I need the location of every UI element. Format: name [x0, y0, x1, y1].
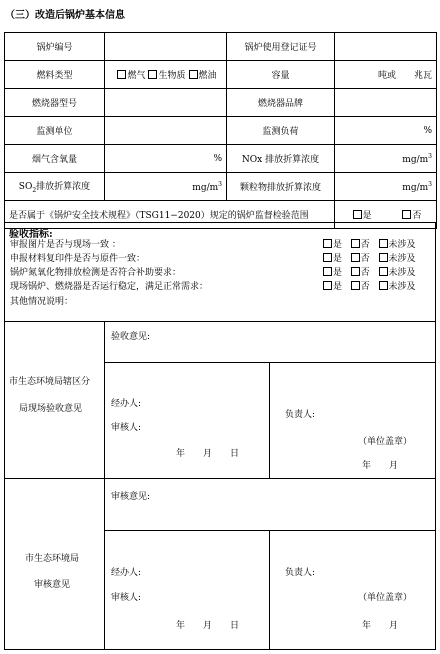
district-seal: （单位盖章）	[358, 437, 413, 447]
label-nox-conc: NOx 排放折算浓度	[227, 145, 335, 173]
label-pm-conc: 颗粒物排放折算浓度	[227, 173, 335, 201]
checkbox-yes[interactable]	[323, 239, 332, 248]
checkbox-yes[interactable]	[323, 253, 332, 262]
district-date2[interactable]: 年 月	[362, 461, 399, 471]
so2-suffix: 排放折算浓度	[36, 182, 91, 193]
city-responsible-label[interactable]: 负责人:	[285, 568, 316, 578]
city-label-line1: 市生态环境局	[25, 554, 80, 564]
divider	[104, 362, 436, 363]
other-notes-label: 其他情况说明：	[10, 297, 74, 307]
checkbox-reg-no[interactable]	[402, 210, 411, 219]
checkbox-reg-yes[interactable]	[353, 210, 362, 219]
field-burner-model[interactable]	[105, 89, 227, 117]
city-date[interactable]: 年 月 日	[176, 621, 240, 631]
label-burner-model: 燃烧器型号	[5, 89, 105, 117]
divider	[104, 478, 105, 650]
opt-yes: 是	[333, 254, 343, 264]
acceptance-item	[10, 265, 434, 278]
city-opinion-label[interactable]: 审核意见:	[111, 492, 151, 502]
label-reg-cert-no: 锅炉使用登记证号	[227, 33, 335, 61]
opt-na: 未涉及	[388, 240, 416, 250]
fuel-biomass-label: 生物质	[158, 71, 186, 81]
opt-yes: 是	[333, 282, 343, 292]
checkbox-na[interactable]	[379, 253, 388, 262]
reg-yes-label: 是	[362, 211, 372, 221]
checkbox-no[interactable]	[351, 239, 360, 248]
checkbox-oil[interactable]	[189, 70, 198, 79]
district-responsible-label[interactable]: 负责人:	[285, 410, 316, 420]
opt-na: 未涉及	[388, 282, 416, 292]
label-flue-o2: 烟气含氧量	[5, 145, 105, 173]
field-nox-conc[interactable]	[335, 145, 437, 173]
acceptance-item-text: 锅炉氮氧化物排放检测是否符合补助要求：	[10, 268, 182, 278]
field-reg-cert-no[interactable]	[335, 33, 437, 61]
fuel-oil-label: 燃油	[198, 71, 217, 81]
opt-na: 未涉及	[388, 268, 416, 278]
city-handler-label[interactable]: 经办人:	[111, 568, 142, 578]
so2-sub: 2	[32, 186, 37, 194]
opt-no: 否	[360, 268, 370, 278]
acceptance-item-text: 现场锅炉、燃烧器是否运行稳定，满足正常需求：	[10, 282, 209, 292]
acceptance-options	[320, 279, 416, 292]
acceptance-item	[10, 251, 434, 264]
acceptance-heading: 验收指标:	[9, 229, 53, 240]
unit-mgm3: mg/m	[192, 182, 219, 193]
label-so2-conc	[5, 173, 105, 201]
district-opinion-label[interactable]: 验收意见:	[111, 332, 151, 342]
district-date[interactable]: 年 月 日	[176, 449, 240, 459]
label-fuel-type: 燃料类型	[5, 61, 105, 89]
divider	[269, 530, 270, 650]
checkbox-no[interactable]	[351, 267, 360, 276]
capacity-unit[interactable]: 吨或 兆瓦	[335, 61, 437, 89]
so2-text: SO	[18, 182, 33, 193]
acceptance-item-text: 申报材料复印件是否与原件一致：	[10, 254, 146, 264]
reg-no-label: 否	[412, 211, 422, 221]
field-burner-brand[interactable]	[335, 89, 437, 117]
fuel-gas-label: 燃气	[127, 71, 146, 81]
checkbox-gas[interactable]	[117, 70, 126, 79]
checkbox-na[interactable]	[379, 239, 388, 248]
acceptance-item-text: 审报图片是否与现场一致 ：	[10, 240, 121, 250]
field-so2-conc[interactable]	[105, 173, 227, 201]
fuel-type-options	[105, 61, 227, 89]
field-monitor-load[interactable]: %	[335, 117, 437, 145]
label-monitor-load: 监测负荷	[227, 117, 335, 145]
unit-mgm3: mg/m	[402, 182, 429, 193]
opt-yes: 是	[333, 268, 343, 278]
checkbox-na[interactable]	[379, 267, 388, 276]
acceptance-options	[320, 237, 416, 250]
district-handler-label[interactable]: 经办人:	[111, 399, 142, 409]
field-pm-conc[interactable]	[335, 173, 437, 201]
acceptance-item	[10, 237, 434, 250]
field-flue-o2[interactable]: %	[105, 145, 227, 173]
divider	[104, 321, 105, 479]
opt-no: 否	[360, 282, 370, 292]
unit-sup: 3	[218, 180, 222, 188]
unit-sup: 3	[428, 180, 432, 188]
checkbox-biomass[interactable]	[148, 70, 157, 79]
district-label-line1: 市生态环境局辖区分	[9, 377, 91, 387]
city-label-line2: 审核意见	[34, 580, 71, 590]
checkbox-yes[interactable]	[323, 267, 332, 276]
district-label-line2: 局现场验收意见	[19, 404, 83, 414]
opt-no: 否	[360, 254, 370, 264]
opt-yes: 是	[333, 240, 343, 250]
checkbox-no[interactable]	[351, 281, 360, 290]
acceptance-options	[320, 251, 416, 264]
checkbox-yes[interactable]	[323, 281, 332, 290]
city-reviewer-label[interactable]: 审核人:	[111, 593, 142, 603]
regulation-question: 是否属于《锅炉安全技术规程》（TSG11−2020）规定的锅炉监督检验范围	[5, 201, 335, 229]
label-capacity: 容量	[227, 61, 335, 89]
label-burner-brand: 燃烧器品牌	[227, 89, 335, 117]
checkbox-na[interactable]	[379, 281, 388, 290]
checkbox-no[interactable]	[351, 253, 360, 262]
field-boiler-no[interactable]	[105, 33, 227, 61]
label-monitor-unit: 监测单位	[5, 117, 105, 145]
city-date2[interactable]: 年 月	[362, 621, 399, 631]
opt-na: 未涉及	[388, 254, 416, 264]
divider	[269, 362, 270, 479]
opt-no: 否	[360, 240, 370, 250]
section-title: （三）改造后锅炉基本信息	[5, 10, 125, 21]
unit-mgm3: mg/m	[402, 154, 429, 165]
divider	[104, 530, 436, 531]
unit-sup: 3	[428, 152, 432, 160]
label-boiler-no: 锅炉编号	[5, 33, 105, 61]
field-monitor-unit[interactable]	[105, 117, 227, 145]
district-reviewer-label[interactable]: 审核人:	[111, 423, 142, 433]
city-seal: （单位盖章）	[358, 593, 413, 603]
acceptance-options	[320, 265, 416, 278]
acceptance-item	[10, 279, 434, 292]
boiler-info-table	[4, 32, 437, 229]
